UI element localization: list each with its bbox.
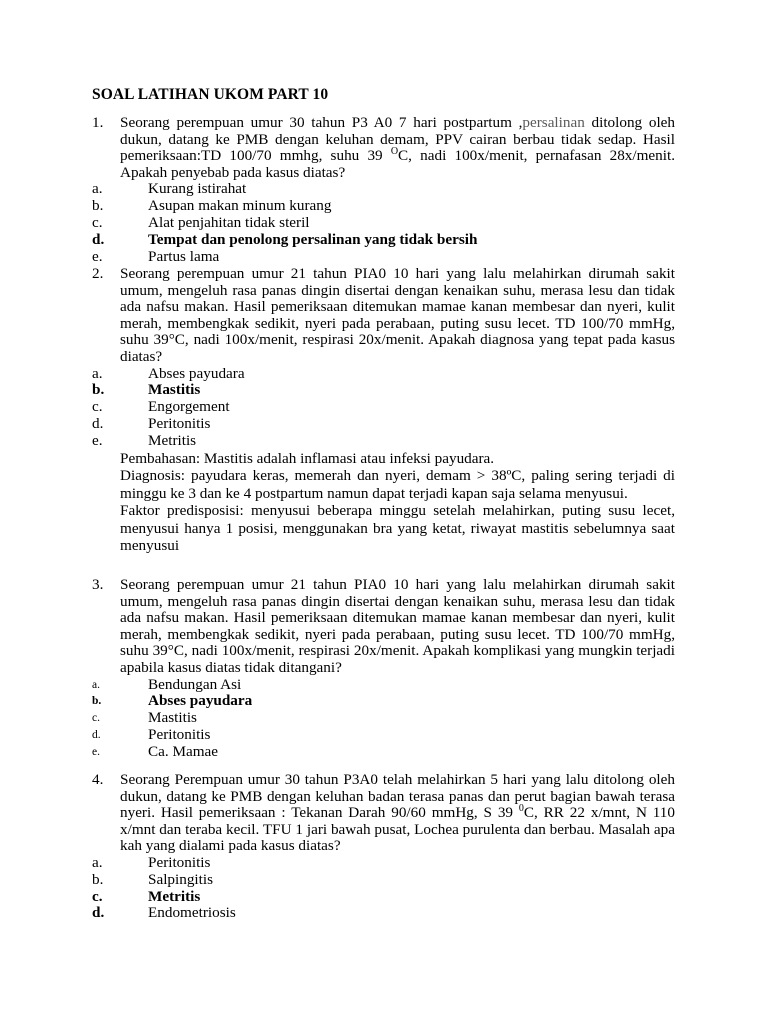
question-3 bbox=[92, 577, 675, 761]
option-b-answer: b. Abses payudara bbox=[92, 692, 253, 710]
question-number: 4. bbox=[92, 771, 104, 788]
question-number: 1. bbox=[92, 114, 104, 131]
option-a: a. Kurang istirahat bbox=[92, 180, 247, 198]
option-d: d. Peritonitis bbox=[92, 725, 211, 743]
page-title: SOAL LATIHAN UKOM PART 10 bbox=[92, 86, 329, 103]
predisposition-note: Faktor predisposisi: menyusui beberapa minggu setelah melahirkan, puting susu lecet, menyusui hanya 1 posisi, menggunakan bra yang ketat, riwayat mastitis sebelumnya saat menyusui bbox=[120, 502, 675, 555]
question-text: Seorang perempuan umur 30 tahun P3 A0 7 hari postpartum ,persalinan ditolong oleh dukun, datang ke PMB dengan keluhan demam, PPV cairan berbau tidak sedap. Hasil pemeriksaan:TD 100/70 mmhg, suhu 39 $^O$C, nadi 100x/menit, pernafasan 28x/menit. Apakah penyebab pada kasus diatas? bbox=[120, 114, 675, 181]
option-c: c. Engorgement bbox=[92, 398, 230, 416]
option-d: d. Endometriosis bbox=[92, 904, 236, 922]
option-d: d. Peritonitis bbox=[92, 414, 211, 432]
question-4 bbox=[92, 772, 675, 922]
option-b: b. Salpingitis bbox=[92, 870, 213, 888]
option-b-answer: b. Mastitis bbox=[92, 381, 201, 399]
question-text: Seorang Perempuan umur 30 tahun P3A0 telah melahirkan 5 hari yang lalu ditolong oleh dukun, datang ke PMB dengan keluhan badan terasa panas dan perut bagian bawah terasa nyeri. Hasil pemeriksaan : Tekanan Darah 90/60 mmHg, S 39 $^0$C, RR 22 x/mnt, N 110 x/mnt dan teraba kecil. TFU 1 jari bawah pusat, Lochea purulenta dan berbau. Masalah apa kah yang dialami pada kasus diatas? bbox=[120, 771, 675, 855]
option-b: b. Asupan makan minum kurang bbox=[92, 197, 332, 215]
option-a: a. Bendungan Asi bbox=[92, 675, 242, 693]
option-a: a. Peritonitis bbox=[92, 853, 211, 871]
question-text: Seorang perempuan umur 21 tahun PIA0 10 hari yang lalu melahirkan dirumah sakit umum, mengeluh rasa panas dingin disertai dengan kenaikan suhu, merasa lesu dan tidak ada nafsu makan. Hasil pemeriksaan ditemukan mamae kanan membesar dan nyeri, kulit merah, membengkak sedikit, nyeri pada perabaan, puting susu lecet. TD 100/70 mmHg, suhu 39°C, nadi 100x/menit, respirasi 20x/menit. Apakah komplikasi yang mungkin terjadi apabila kasus diatas tidak ditangani? bbox=[120, 576, 675, 676]
question-2 bbox=[92, 266, 675, 555]
explanation: Pembahasan: Mastitis adalah inflamasi atau infeksi payudara. bbox=[120, 449, 495, 467]
question-text: Seorang perempuan umur 21 tahun PIA0 10 hari yang lalu melahirkan dirumah sakit umum, mengeluh rasa panas dingin disertai dengan kenaikan suhu, merasa lesu dan tidak ada nafsu makan. Hasil pemeriksaan ditemukan mamae kanan membesar dan nyeri, kulit merah, membengkak sedikit, nyeri pada perabaan, puting susu lecet. TD 100/70 mmHg, suhu 39°C, nadi 100x/menit, respirasi 20x/menit. Apakah diagnosa yang tepat pada kasus diatas? bbox=[120, 265, 675, 365]
option-d-answer: d. Tempat dan penolong persalinan yang tidak bersih bbox=[92, 230, 478, 248]
option-c: c. Alat penjahitan tidak steril bbox=[92, 213, 310, 231]
option-e: e. Metritis bbox=[92, 431, 197, 449]
option-c: c. Mastitis bbox=[92, 709, 197, 727]
question-number: 2. bbox=[92, 265, 104, 282]
option-a: a. Abses payudara bbox=[92, 364, 245, 382]
option-c-answer: c. Metritis bbox=[92, 887, 201, 905]
question-number: 3. bbox=[92, 576, 104, 593]
question-1 bbox=[92, 115, 675, 265]
diagnosis-note: Diagnosis: payudara keras, memerah dan nyeri, demam > 38ºC, paling sering terjadi di minggu ke 3 dan ke 4 postpartum namun dapat terjadi kapan saja selama menyusui. bbox=[120, 467, 675, 502]
option-e: e. Ca. Mamae bbox=[92, 742, 219, 760]
option-e: e. Partus lama bbox=[92, 247, 220, 265]
